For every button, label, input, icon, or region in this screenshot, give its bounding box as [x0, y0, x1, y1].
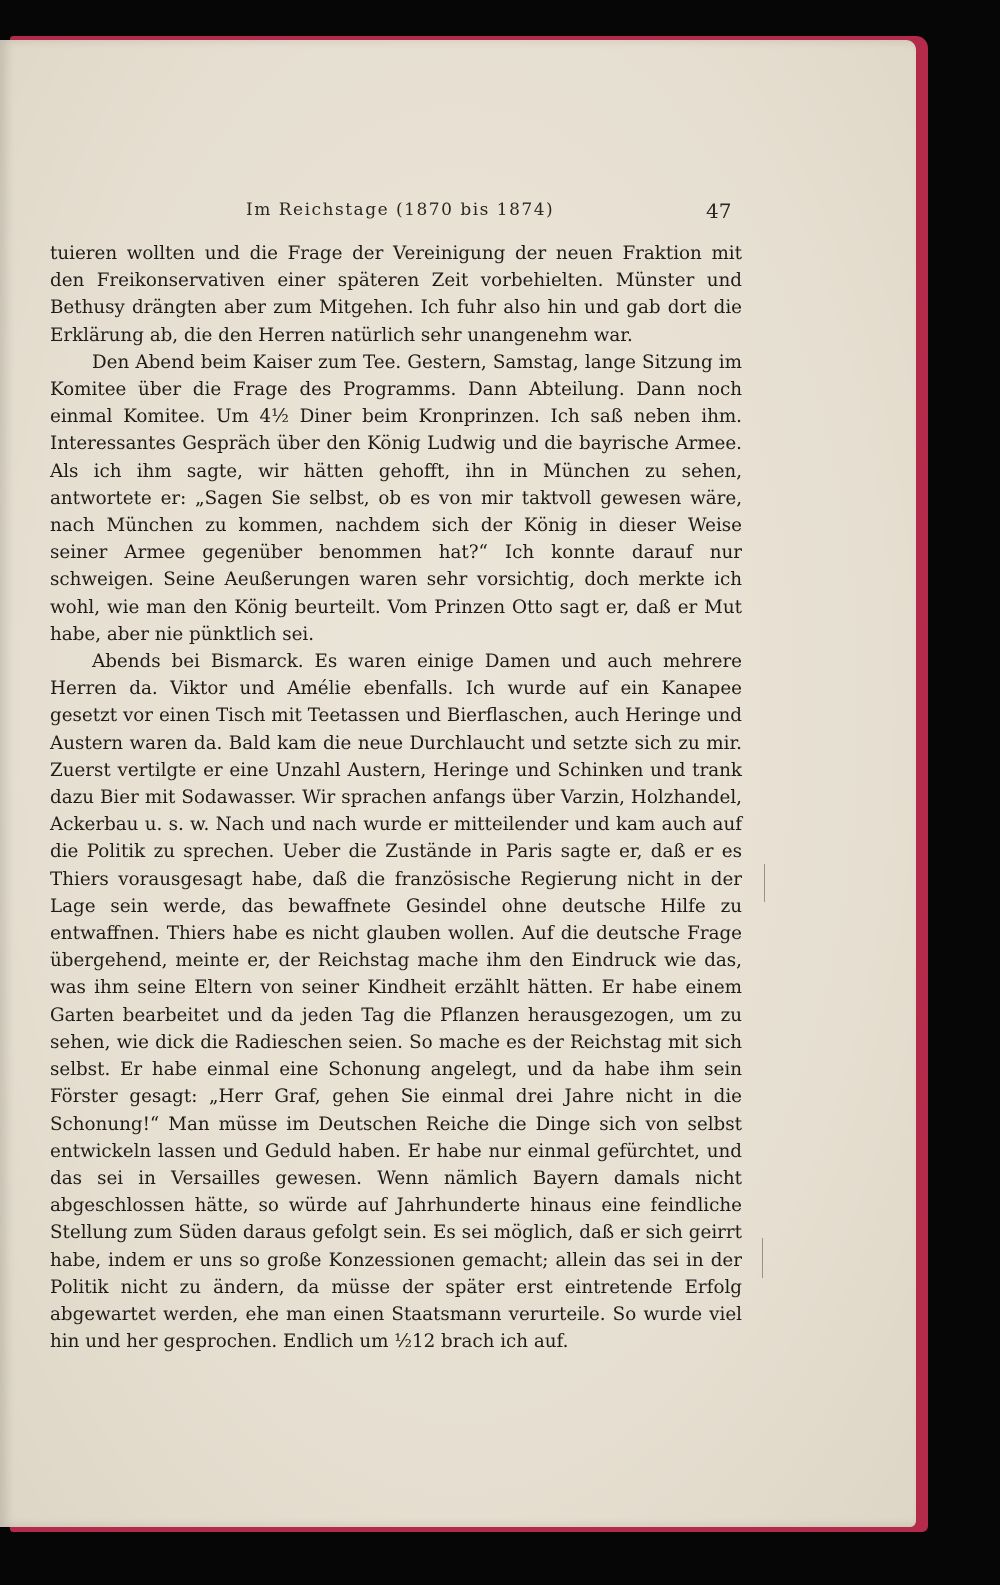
paragraph-1: tuieren wollten und die Frage der Vereinigung der neuen Fraktion mit den Freikonservativen einer späteren Zeit vorbehielten. Münster und Bethusy drängten aber zum Mitgehen. Ich fuhr also hin und gab dort die Erklärung ab, die den Herren natürlich sehr unangenehm war.	[50, 243, 742, 346]
margin-mark	[764, 864, 765, 902]
page-header	[0, 194, 916, 234]
margin-mark	[762, 1238, 763, 1278]
book-page	[0, 40, 916, 1527]
running-title: Im Reichstage (1870 bis 1874)	[246, 200, 555, 220]
body-text	[50, 240, 742, 1355]
paragraph-2: Den Abend beim Kaiser zum Tee. Gestern, Samstag, lange Sitzung im Komitee über die Frage des Programms. Dann Abteilung. Dann noch einmal Komitee. Um 4½ Diner beim Kronprinzen. Ich saß neben ihm. Interessantes Gespräch über den König Ludwig und die bayrische Armee. Als ich ihm sagte, wir hätten gehofft, ihn in München zu sehen, antwortete er: „Sagen Sie selbst, ob es von mir taktvoll gewesen wäre, nach München zu kommen, nachdem sich der König in dieser Weise seiner Armee gegenüber benommen hat?“ Ich konnte darauf nur schweigen. Seine Aeußerungen waren sehr vorsichtig, doch merkte ich wohl, wie man den König beurteilt. Vom Prinzen Otto sagt er, daß er Mut habe, aber nie pünktlich sei.	[50, 351, 742, 645]
paragraph-3: Abends bei Bismarck. Es waren einige Damen und auch mehrere Herren da. Viktor und Amélie ebenfalls. Ich wurde auf ein Kanapee gesetzt vor einen Tisch mit Teetassen und Bierflaschen, auch Heringe und Austern waren da. Bald kam die neue Durchlaucht und setzte sich zu mir. Zuerst vertilgte er eine Unzahl Austern, Heringe und Schinken und trank dazu Bier mit Sodawasser. Wir sprachen anfangs über Varzin, Holzhandel, Ackerbau u. s. w. Nach und nach wurde er mitteilender und kam auch auf die Politik zu sprechen. Ueber die Zustände in Paris sagte er, daß er es Thiers vorausgesagt habe, daß die französische Regierung nicht in der Lage sein werde, das bewaffnete Gesindel ohne deutsche Hilfe zu entwaffnen. Thiers habe es nicht glauben wollen. Auf die deutsche Frage übergehend, meinte er, der Reichstag mache ihm den Eindruck wie das, was ihm seine Eltern von seiner Kindheit erzählt hätten. Er habe einem Garten bearbeitet und da jeden Tag die Pflanzen herausgezogen, um zu sehen, wie dick die Radieschen seien. So mache es der Reichstag mit sich selbst. Er habe einmal eine Schonung angelegt, und da habe ihm sein Förster gesagt: „Herr Graf, gehen Sie einmal drei Jahre nicht in die Schonung!“ Man müsse im Deutschen Reiche die Dinge sich von selbst entwickeln lassen und Geduld haben. Er habe nur einmal gefürchtet, und das sei in Versailles gewesen. Wenn nämlich Bayern damals nicht abgeschlossen hätte, so würde auf Jahrhunderte hinaus eine feindliche Stellung zum Süden daraus gefolgt sein. Es sei möglich, daß er sich geirrt habe, indem er uns so große Konzessionen gemacht; allein das sei in der Politik nicht zu ändern, da müsse der später erst eintretende Erfolg abgewartet werden, ehe man einen Staatsmann verurteile. So wurde viel hin und her gesprochen. Endlich um ½12 brach ich auf.	[50, 651, 742, 1353]
page-number: 47	[706, 199, 732, 223]
